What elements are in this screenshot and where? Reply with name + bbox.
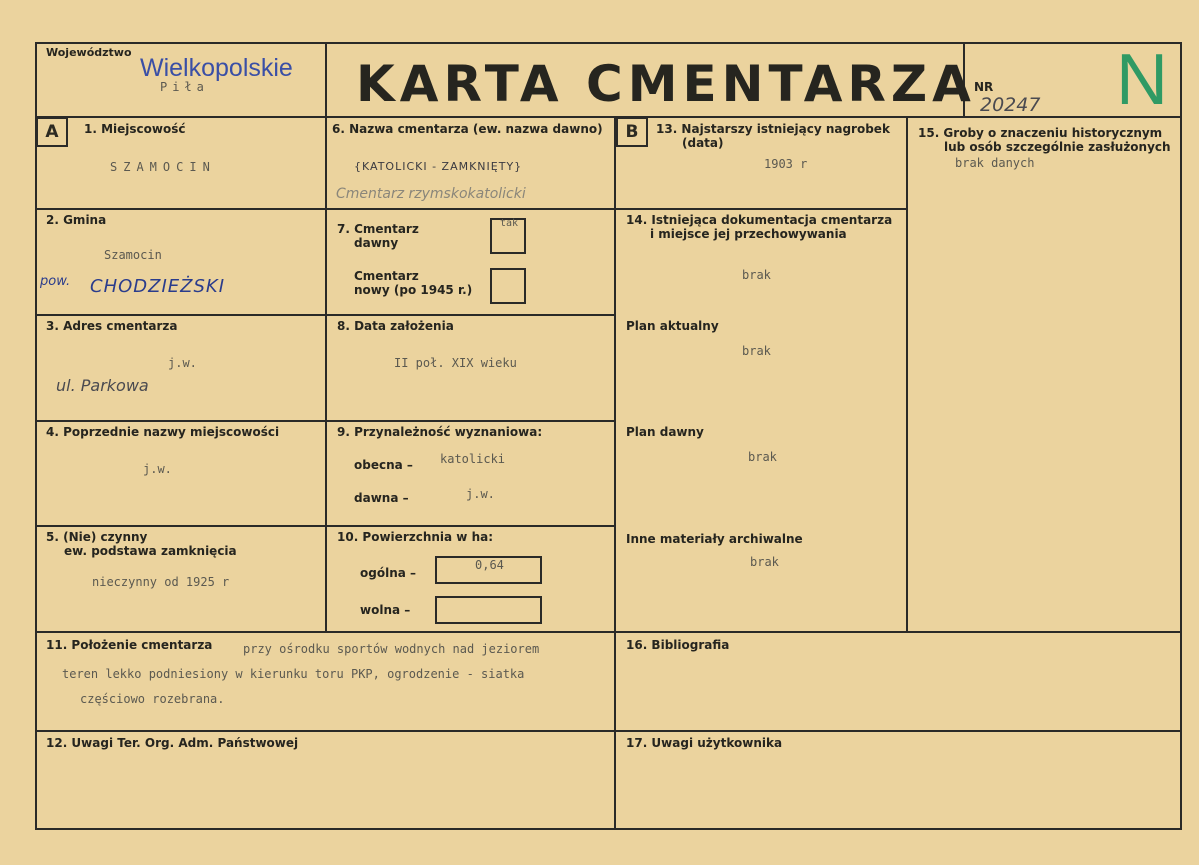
field-9-dawna-label: dawna – (354, 491, 409, 505)
inne-materialy-value: brak (750, 555, 779, 569)
field-7-dawny-label-1: 7. Cmentarz (337, 222, 419, 236)
field-14-value: brak (742, 268, 771, 282)
field-6-label: 6. Nazwa cmentarza (ew. nazwa dawno) (332, 122, 603, 136)
field-1-label: 1. Miejscowość (84, 122, 186, 136)
inne-materialy-label: Inne materiały archiwalne (626, 532, 803, 546)
wojewodztwo-typed: Piła (160, 80, 209, 94)
field-7-nowy-label-2: nowy (po 1945 r.) (354, 283, 473, 297)
field-10-wolna-box[interactable] (435, 596, 542, 624)
field-1-value: SZAMOCIN (110, 160, 216, 174)
field-3-handwritten: ul. Parkowa (56, 376, 149, 395)
field-7-dawny-value: tak (500, 218, 519, 229)
field-9-obecna-value: katolicki (440, 452, 506, 466)
field-14-label-1: 14. Istniejąca dokumentacja cmentarza (626, 213, 893, 227)
rule-right (1180, 42, 1182, 830)
field-3-value: j.w. (168, 356, 197, 370)
wojewodztwo-label: Województwo (46, 46, 132, 59)
field-2-pow: pow. (40, 274, 71, 289)
field-4-label: 4. Poprzednie nazwy miejscowości (46, 425, 280, 439)
nr-label: NR (974, 80, 994, 94)
field-15-value: brak danych (955, 156, 1035, 170)
rule-row5 (36, 631, 1182, 633)
rule-bottom (36, 828, 1182, 830)
plan-dawny-label: Plan dawny (626, 425, 704, 439)
field-11-line-3: częściowo rozebrana. (80, 692, 225, 706)
field-11-label: 11. Położenie cmentarza (46, 638, 213, 652)
field-11-line-1: przy ośrodku sportów wodnych nad jeziorem (243, 642, 540, 656)
field-8-label: 8. Data założenia (337, 319, 454, 333)
plan-dawny-value: brak (748, 450, 777, 464)
field-4-value: j.w. (143, 462, 172, 476)
field-13-value: 1903 r (764, 157, 808, 171)
field-13-label-2: (data) (682, 136, 724, 150)
field-7-nowy-label-1: Cmentarz (354, 269, 419, 283)
wojewodztwo-stamp: Wielkopolskie (140, 54, 293, 82)
field-15-label-2: lub osób szczególnie zasłużonych (944, 140, 1171, 154)
field-10-label: 10. Powierzchnia w ha: (337, 530, 494, 544)
field-9-label: 9. Przynależność wyznaniowa: (337, 425, 543, 439)
field-5-label-2: ew. podstawa zamknięcia (64, 544, 237, 558)
field-13-label-1: 13. Najstarszy istniejący nagrobek (656, 122, 890, 136)
field-10-ogolna-value: 0,64 (475, 558, 504, 572)
field-10-ogolna-label: ogólna – (360, 566, 417, 580)
field-11-line-2: teren lekko podniesiony w kierunku toru PKP, ogrodzenie - siatka (62, 667, 525, 681)
rule-col-center (614, 116, 616, 830)
field-9-obecna-label: obecna – (354, 458, 413, 472)
field-14-label-2: i miejsce jej przechowywania (650, 227, 847, 241)
field-2-handwritten: CHODZIEŻSKI (90, 276, 226, 297)
nr-letter-mark: N (1116, 40, 1168, 120)
field-10-wolna-label: wolna – (360, 603, 411, 617)
section-a-marker: A (36, 117, 68, 147)
field-6-handwritten-2: Cmentarz rzymskokatolicki (336, 186, 526, 202)
rule-left (35, 42, 37, 830)
field-6-handwritten-1: {KATOLICKI - ZAMKNIĘTY} (354, 160, 523, 173)
rule-row6 (36, 730, 1182, 732)
field-2-label: 2. Gmina (46, 213, 107, 227)
nr-value: 20247 (980, 94, 1041, 116)
field-3-label: 3. Adres cmentarza (46, 319, 178, 333)
field-17-label: 17. Uwagi użytkownika (626, 736, 783, 750)
plan-aktualny-label: Plan aktualny (626, 319, 719, 333)
rule-header-bottom (36, 116, 1182, 118)
rule-col-mid (325, 116, 327, 633)
section-b-marker: B (616, 117, 648, 147)
plan-aktualny-value: brak (742, 344, 771, 358)
field-15-label-1: 15. Groby o znaczeniu historycznym (918, 126, 1163, 140)
page-title: KARTA CMENTARZA (356, 55, 976, 113)
field-7-dawny-label-2: dawny (354, 236, 399, 250)
field-8-value: II poł. XIX wieku (394, 356, 517, 370)
field-9-dawna-value: j.w. (466, 487, 495, 501)
field-5-value: nieczynny od 1925 r (92, 575, 230, 589)
rule-row2-b (616, 208, 906, 210)
field-12-label: 12. Uwagi Ter. Org. Adm. Państwowej (46, 736, 299, 750)
rule-col-right (906, 116, 908, 633)
field-7-nowy-checkbox[interactable] (490, 268, 526, 304)
field-5-label-1: 5. (Nie) czynny (46, 530, 148, 544)
rule-header-div1 (325, 42, 327, 118)
rule-top (36, 42, 1182, 44)
field-2-value: Szamocin (104, 248, 162, 262)
field-16-label: 16. Bibliografia (626, 638, 730, 652)
